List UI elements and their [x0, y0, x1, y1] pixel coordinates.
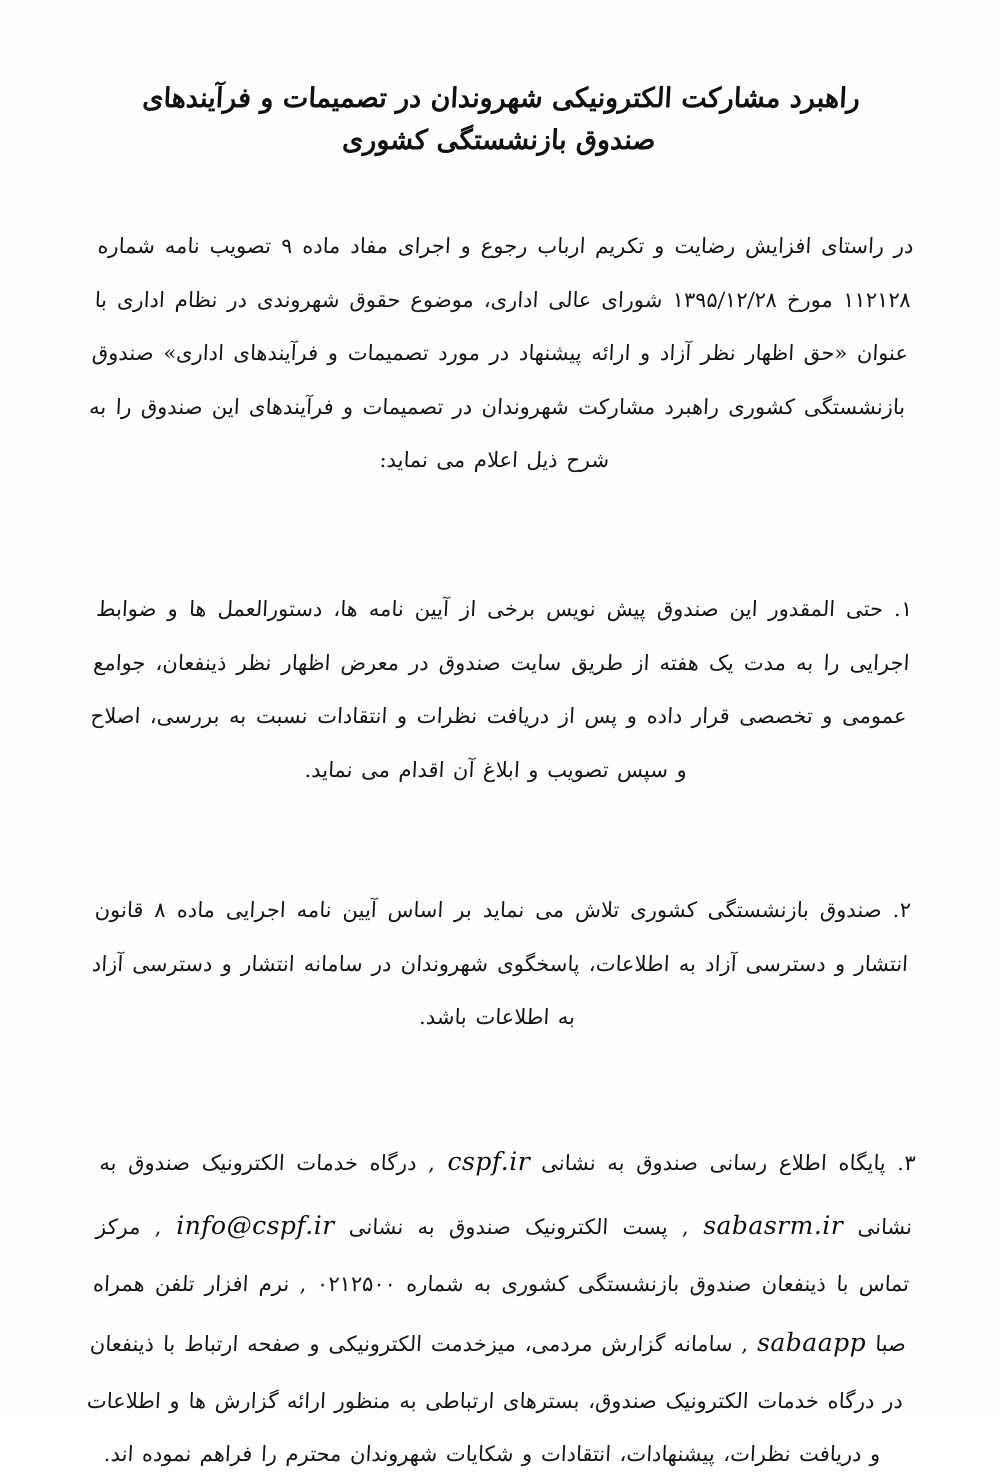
clause-3-segment-1: پایگاه اطلاع رسانی صندوق به نشانی: [540, 1151, 887, 1176]
clause-3: [83, 1130, 917, 1482]
clause-3-segment-2: , درگاه خدمات الکترونیک صندوق به نشانی: [98, 1151, 913, 1239]
clause-2: [88, 884, 912, 1045]
eservice-portal-link[interactable]: sabasrm.ir: [703, 1211, 844, 1240]
website-link[interactable]: cspf.ir: [447, 1147, 530, 1177]
clause-2-marker: ۲.: [892, 897, 912, 922]
clause-3-marker: ۳.: [896, 1151, 917, 1176]
page-title: راهبرد مشارکت الکترونیکی شهروندان در تصمیمات و فرآیندهای صندوق بازنشستگی کشوری: [141, 83, 861, 156]
intro-line-1: در راستای افزایش رضایت و تکریم ارباب رجوع و اجرای مفاد ماده ۹ تصویب نامه شماره ۱۱۲۱۲۸ مورخ ۱۳۹۵/۱۲/۲۸ شورای عالی: [97, 233, 915, 312]
intro-line-2: اداری، موضوع حقوق شهروندی در نظام اداری با عنوان «حق اظهار نظر آزاد و ارائه پیشنهاد در مورد تصمیمات و فرآیندهای اداری»: [94, 287, 909, 365]
clause-1: [86, 583, 913, 797]
clause-3-segment-5: , نرم افزار تلفن همراه صبا: [92, 1271, 907, 1357]
mobile-app-name: sabaapp: [757, 1328, 867, 1358]
call-center-number: ۰۲۱۲۵۰۰: [316, 1271, 397, 1296]
clause-3-segment-6: , سامانه گزارش مردمی، میزخدمت الکترونیکی و صفحه ارتباط با ذینفعان در درگاه خدمات الکترونیک صندوق، بسترهای ارتباطی به منظور ارائه گزارش ها و اطلاعات و دریافت نظرات، پیشنهادات، انتقادات و شکایات شهروندان محترم را فراهم نموده اند.: [86, 1332, 904, 1467]
clause-3-segment-3: , پست الکترونیک صندوق به نشانی: [348, 1215, 690, 1239]
clause-2-text: صندوق بازنشستگی کشوری تلاش می نماید بر اساس آیین نامه اجرایی ماده ۸ قانون انتشار و دسترسی آزاد به اطلاعات، پاسخگوی شهروندان در سامانه انتشار و دسترسی آزاد به اطلاعات باشد.: [91, 897, 909, 1029]
email-link[interactable]: info@cspf.ir: [176, 1211, 335, 1240]
intro-line-3: صندوق بازنشستگی کشوری راهبرد مشارکت شهروندان در تصمیمات و فرآیندهای این صندوق را به شرح ذیل اعلام می نماید:: [88, 340, 906, 472]
clause-1-marker: ۱.: [893, 597, 913, 622]
intro-paragraph: [85, 220, 915, 488]
clause-1-text: حتی المقدور این صندوق پیش نویس برخی از آیین نامه ها، دستورالعمل ها و ضوابط اجرایی را به مدت یک هفته از طریق سایت صندوق در معرض اظهار نظر ذینفعان، جوامع عمومی و تخصصی قرار داده و پس از دریافت نظرات و انتقادات نسبت به بررسی، اصلاح و سپس تصویب و ابلاغ آن اقدام می نماید.: [90, 597, 911, 783]
clause-3-segment-4: , مرکز تماس با ذینفعان صندوق بازنشستگی کشوری به شماره: [95, 1215, 910, 1296]
